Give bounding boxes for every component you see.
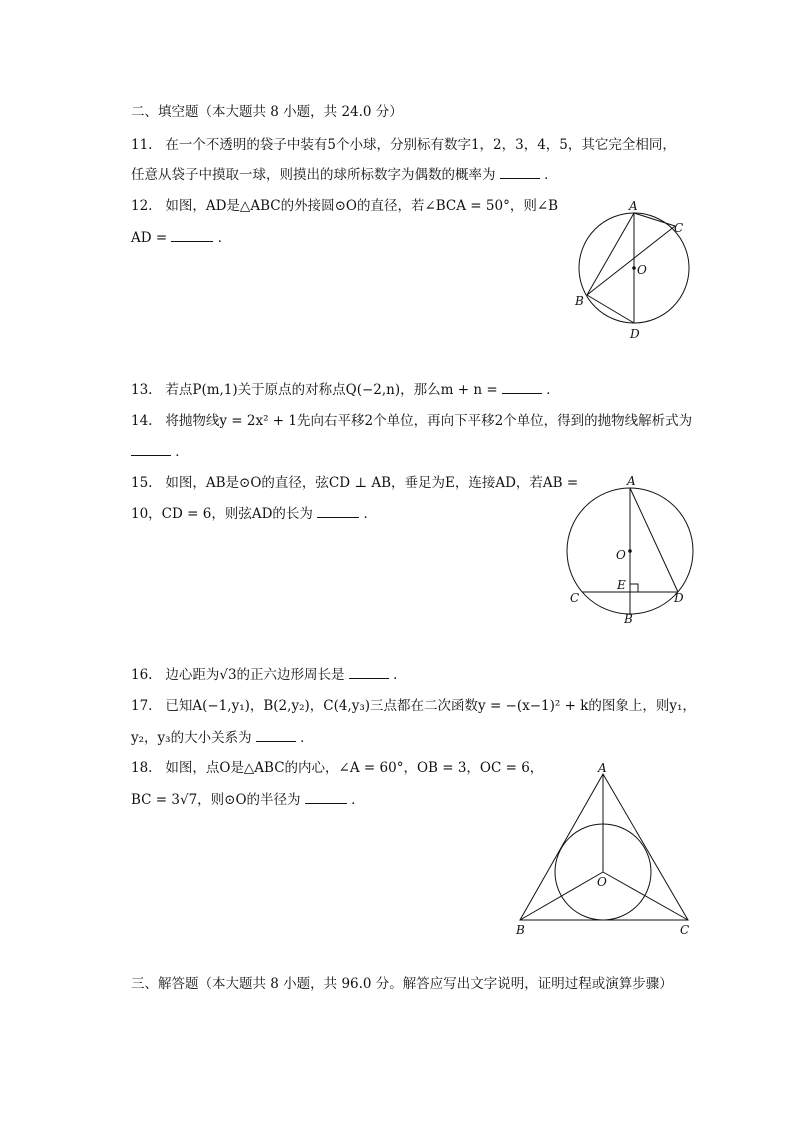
fig12-label-d: D [630, 327, 640, 341]
question-18-text2: BC = 3√7，则⊙O的半径为 [131, 792, 301, 808]
answer-blank-17[interactable] [256, 729, 296, 742]
fig15-right-angle-mark [630, 584, 638, 592]
fig18-segment-oc [603, 872, 688, 920]
question-12-number: 12. [131, 198, 153, 214]
figure-18-incircle-diagram [508, 760, 698, 940]
question-17-line1 [131, 697, 696, 715]
fig12-label-o: O [637, 263, 647, 277]
question-17-tail: ． [300, 730, 314, 746]
fig18-label-o: O [597, 875, 607, 889]
question-17-line2 [131, 729, 314, 747]
fig15-label-c: C [570, 591, 580, 605]
fig12-chord-bc [587, 226, 675, 295]
question-15-text2: 10，CD = 6，则弦AD的长为 [131, 506, 313, 522]
section2-heading: 二、填空题（本大题共 8 小题，共 24.0 分） [131, 104, 403, 120]
question-18-text1: 如图，点O是△ABC的内心，∠A = 60°，OB = 3，OC = 6， [165, 760, 544, 776]
figure-12-circle-diagram [570, 198, 700, 343]
fig12-label-b: B [575, 294, 584, 308]
question-13-tail: ． [546, 382, 560, 398]
fig18-label-a: A [598, 761, 607, 775]
question-11-text2: 任意从袋子中摸取一球，则摸出的球所标数字为偶数的概率为 [131, 167, 496, 183]
question-13-text1: 若点P(m,1)关于原点的对称点Q(−2,n)，那么m + n = [165, 382, 498, 398]
answer-blank-14[interactable] [131, 443, 171, 456]
question-12-line1 [131, 197, 558, 215]
answer-blank-16[interactable] [349, 666, 389, 679]
question-18-line2 [131, 791, 365, 809]
question-15-tail: ． [363, 506, 377, 522]
question-15-line2 [131, 505, 377, 523]
question-16-number: 16. [131, 667, 153, 683]
question-16-tail: ． [393, 667, 407, 683]
question-17-text1: 已知A(−1,y₁)，B(2,y₂)，C(4,y₃)三点都在二次函数y = −(x−1)² + k的图象上，则y₁， [165, 698, 696, 714]
answer-blank-13[interactable] [502, 381, 542, 394]
question-12-line2 [131, 229, 231, 247]
section3-heading: 三、解答题（本大题共 8 小题，共 96.0 分。解答应写出文字说明，证明过程或演算步骤） [131, 976, 673, 992]
question-11-tail: ． [544, 167, 558, 183]
fig12-chord-ab [587, 213, 634, 295]
question-15-text1: 如图，AB是⊙O的直径，弦CD ⊥ AB，垂足为E，连接AD，若AB = [165, 475, 579, 491]
question-14-tail: ． [175, 444, 189, 460]
question-15-line1 [131, 474, 578, 492]
fig12-center-dot [632, 266, 636, 270]
question-18-line1 [131, 759, 543, 777]
fig15-label-a: A [627, 474, 636, 488]
fig15-label-b: B [624, 612, 633, 626]
fig12-chord-ac [634, 213, 675, 226]
question-15-number: 15. [131, 475, 153, 491]
fig12-label-a: A [629, 199, 638, 213]
question-17-text2: y₂，y₃的大小关系为 [131, 730, 252, 746]
fig15-center-dot [628, 549, 632, 553]
answer-blank-15[interactable] [317, 505, 359, 518]
question-18-number: 18. [131, 760, 153, 776]
question-11-number: 11. [131, 137, 153, 153]
question-12-text1: 如图，AD是△ABC的外接圆⊙O的直径，若∠BCA = 50°，则∠B [165, 198, 559, 214]
fig18-segment-ob [520, 872, 603, 920]
question-12-text2: AD = [131, 230, 168, 246]
question-16-text1: 边心距为√3的正六边形周长是 [165, 667, 345, 683]
fig18-triangle-abc [520, 774, 688, 920]
question-17-number: 17. [131, 698, 153, 714]
fig18-label-c: C [680, 923, 690, 937]
figure-15-circle-diagram [560, 473, 700, 628]
question-14-line2 [131, 443, 189, 461]
question-16-line1 [131, 666, 407, 684]
question-11-line1 [131, 136, 676, 154]
question-13-line1 [131, 381, 560, 399]
question-11-text1: 在一个不透明的袋子中装有5个小球，分别标有数字1，2，3，4，5，其它完全相同， [165, 137, 676, 153]
question-13-number: 13. [131, 382, 153, 398]
question-14-line1 [131, 412, 692, 430]
question-12-tail: ． [217, 230, 232, 246]
question-11-line2 [131, 166, 558, 184]
fig15-label-o: O [616, 548, 626, 562]
fig18-label-b: B [516, 923, 525, 937]
answer-blank-18[interactable] [305, 791, 347, 804]
question-14-text1: 将抛物线y = 2x² + 1先向右平移2个单位，再向下平移2个单位，得到的抛物线解析式为 [165, 413, 693, 429]
question-14-number: 14. [131, 413, 153, 429]
fig12-chord-bd [587, 295, 634, 323]
fig12-label-c: C [674, 221, 684, 235]
question-18-tail: ． [351, 792, 365, 808]
fig15-label-e: E [617, 578, 626, 592]
fig15-label-d: D [674, 591, 684, 605]
answer-blank-11[interactable] [500, 166, 540, 179]
answer-blank-12[interactable] [171, 229, 213, 242]
